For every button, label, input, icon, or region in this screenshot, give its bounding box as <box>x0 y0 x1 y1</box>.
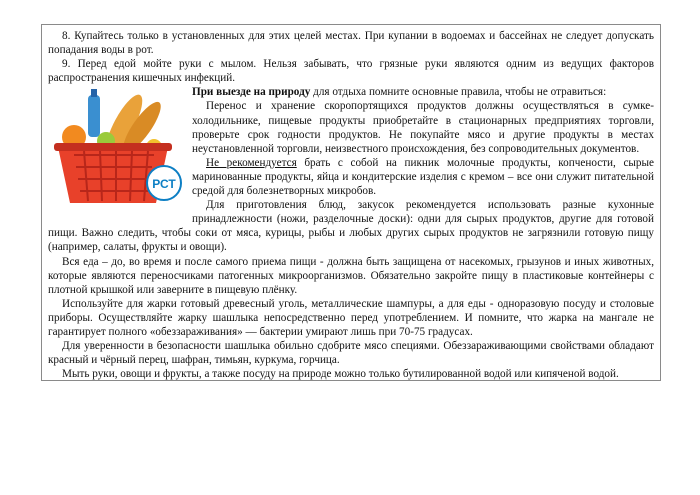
spices-paragraph: Для уверенности в безопасности шашлыка обильно сдобрите мясо специями. Обеззараживающими свойствами обладают красный и чёрный перец, шафран, тимьян, куркума, горчица. <box>48 340 654 367</box>
not-recommended-text: брать с собой на пикник молочные продукты, копчености, сырые маринованные продукты, яйца и кондитерские изделия с кремом – все они служит питательной средой для болезнетворных микробов. <box>192 156 655 198</box>
not-recommended-label: Не рекомендуется <box>206 156 297 169</box>
grill-paragraph: Используйте для жарки готовый древесный уголь, металлические шампуры, а для еды - одноразовую посуду и столовые приборы. Осуществляйте жарку шашлыка непосредственно перед употреблением. И помните, что жарка на мангале не гарантирует полного «обеззараживания» — бактерии умирают лишь при 70-75 градусах. <box>48 297 654 338</box>
food-basket-illustration <box>44 85 184 213</box>
storage-paragraph: Перенос и хранение скоропортящихся продуктов должны осуществляться в сумке-холодильнике, пищевые продукты приобретайте в стационарных предприятиях торговли, проверьте срок годности продуктов. Не покупайте мясо и другие продукты в местах неустановленной торговли, неизвестного происхождения, без сопроводительных документов. <box>192 100 654 155</box>
protect-paragraph: Вся еда – до, во время и после самого приема пищи - должна быть защищена от насекомых, грызунов и иных животных, которые являются переносчиками патогенных микроорганизмов. Обязательно закройте пищу в пластиковые контейнеры с плотной крышкой или заверните в пищевую плёнку. <box>48 255 654 296</box>
basket-icon <box>44 85 184 213</box>
cooking-paragraph: Для приготовления блюд, закусок рекомендуется использовать разные кухонные принадлежности (ножи, разделочные доски): одни для сырых продуктов, другие для готовой пищи. Важно следить, чтобы соки от мяса, курицы, рыбы и любых других сырых продуктов не загрязнили готовую пищу (например, салаты, фрукты и овощи). <box>48 199 654 254</box>
nature-heading-rest: для отдыха помните основные правила, чтобы не отравиться: <box>310 86 607 99</box>
wash-paragraph: Мыть руки, овощи и фрукты, а также посуду на природе можно только бутилированной водой или кипяченой водой. <box>62 368 619 381</box>
nature-heading-bold: При выезде на природу <box>192 86 311 99</box>
text-frame <box>41 24 661 381</box>
certification-badge: РСТ <box>152 177 176 192</box>
paragraph-8: 8. Купайтесь только в установленных для этих целей местах. При купании в водоемах и бассейнах не следует допускать попадания воды в рот. <box>48 30 654 57</box>
paragraph-9: 9. Перед едой мойте руки с мылом. Нельзя забывать, что грязные руки являются одним из ведущих факторов распространения кишечных инфекций. <box>48 58 654 85</box>
